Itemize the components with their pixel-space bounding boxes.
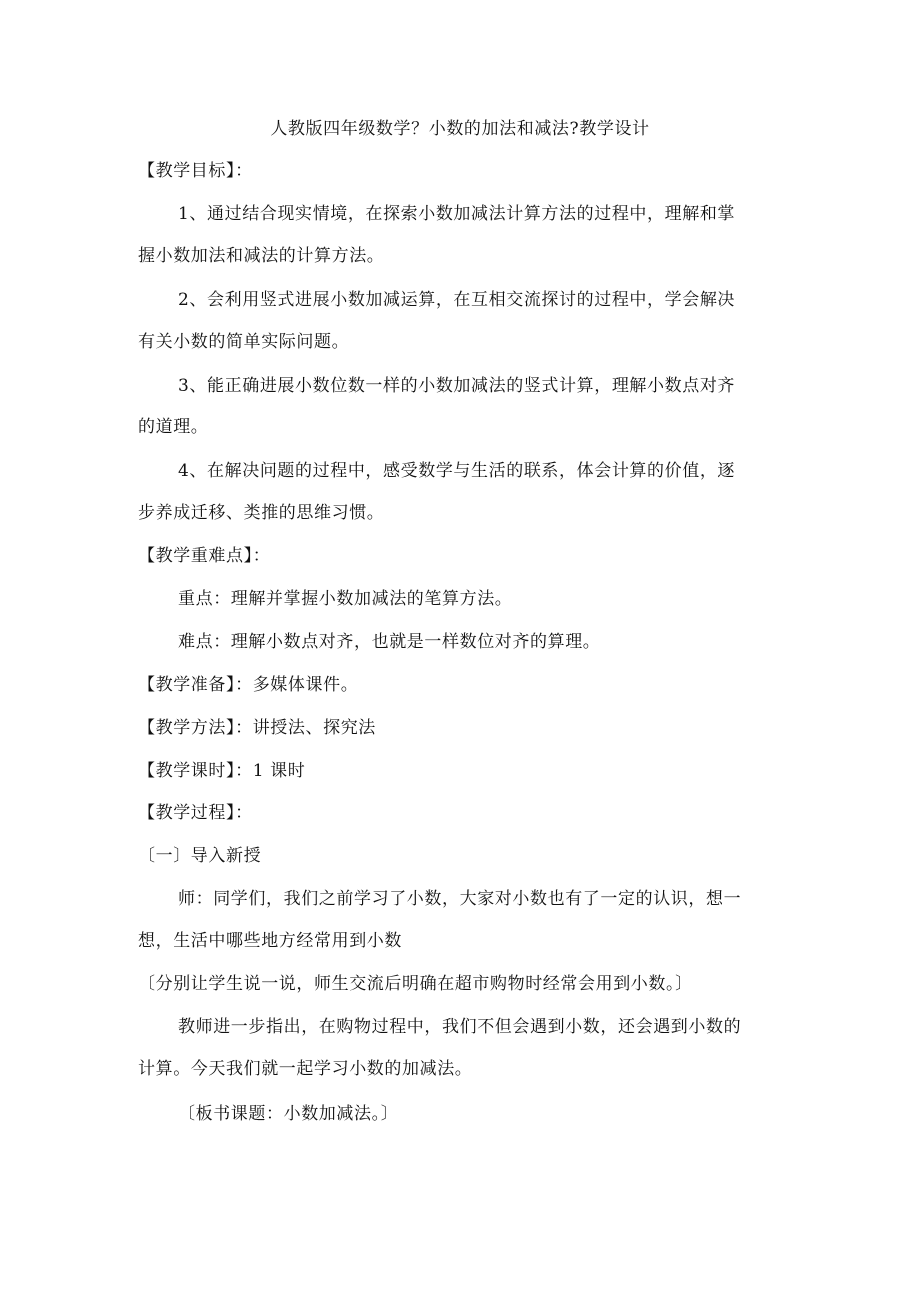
objective-2-line-2: 有关小数的简单实际问题。 bbox=[138, 332, 350, 352]
teacher-explanation-line-2: 计算。今天我们就一起学习小数的加减法。 bbox=[138, 1059, 473, 1079]
method-line: 【教学方法】：讲授法、探究法 bbox=[138, 718, 376, 738]
process-heading: 【教学过程】： bbox=[138, 803, 253, 823]
difficult-point: 难点：理解小数点对齐，也就是一样数位对齐的算理。 bbox=[178, 632, 601, 652]
key-point: 重点：理解并掌握小数加减法的笔算方法。 bbox=[178, 589, 513, 609]
activity-note: 〔分别让学生说一说，师生交流后明确在超市购物时经常会用到小数。〕 bbox=[138, 974, 693, 994]
duration-line: 【教学课时】：1 课时 bbox=[138, 761, 306, 781]
teacher-line-2: 想，生活中哪些地方经常用到小数 bbox=[138, 931, 402, 951]
document-title: 人教版四年级数学？小数的加法和减法?教学设计 bbox=[270, 119, 650, 139]
keypoints-heading: 【教学重难点】： bbox=[138, 546, 271, 566]
objective-3-line-2: 的道理。 bbox=[138, 417, 209, 437]
objective-4-line-2: 步养成迁移、类推的思维习惯。 bbox=[138, 503, 385, 523]
teacher-line-1: 师：同学们，我们之前学习了小数，大家对小数也有了一定的认识，想一 bbox=[178, 889, 742, 909]
objective-1-line-2: 握小数加法和减法的计算方法。 bbox=[138, 246, 385, 266]
objective-3-line-1: 3、能正确进展小数位数一样的小数加减法的竖式计算，理解小数点对齐 bbox=[178, 376, 736, 396]
objective-4-line-1: 4、在解决问题的过程中，感受数学与生活的联系，体会计算的价值，逐 bbox=[178, 461, 736, 481]
preparation-line: 【教学准备】：多媒体课件。 bbox=[138, 675, 359, 695]
teacher-explanation-line-1: 教师进一步指出，在购物过程中，我们不但会遇到小数，还会遇到小数的 bbox=[178, 1017, 742, 1037]
objectives-heading: 【教学目标】： bbox=[138, 161, 253, 181]
board-topic-note: 〔板书课题：小数加减法。〕 bbox=[178, 1104, 399, 1124]
objective-1-line-1: 1、通过结合现实情境，在探索小数加减法计算方法的过程中，理解和掌 bbox=[178, 204, 736, 224]
section-1-heading: 〔一〕导入新授 bbox=[138, 846, 262, 866]
objective-2-line-1: 2、会利用竖式进展小数加减运算，在互相交流探讨的过程中，学会解决 bbox=[178, 290, 736, 310]
